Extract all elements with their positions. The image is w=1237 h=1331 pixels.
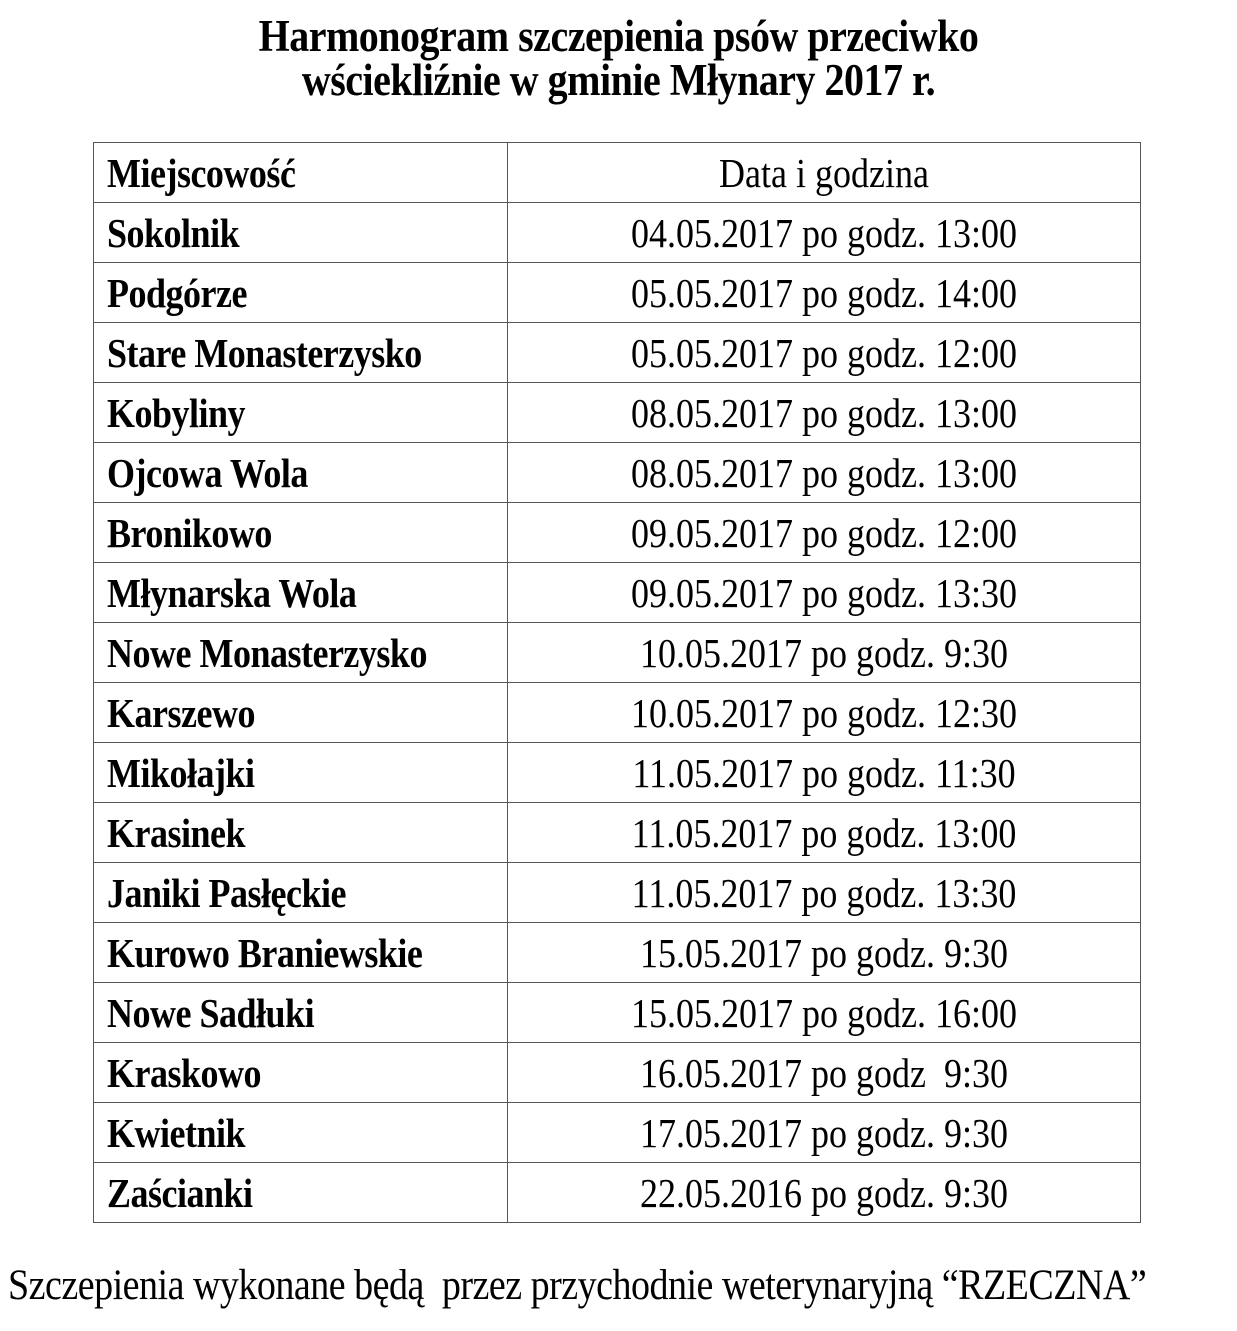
table-row bbox=[94, 383, 1141, 443]
datetime-cell: 04.05.2017 po godz. 13:00 bbox=[508, 203, 1141, 263]
table-row bbox=[94, 743, 1141, 803]
table-row bbox=[94, 863, 1141, 923]
table-row bbox=[94, 563, 1141, 623]
footer-note: Szczepienia wykonane będą przez przychodnie weterynaryjną “RZECZNA” bbox=[8, 1260, 1147, 1310]
table-row bbox=[94, 803, 1141, 863]
datetime-cell: 16.05.2017 po godz 9:30 bbox=[508, 1043, 1141, 1103]
table-header-row bbox=[94, 143, 1141, 203]
datetime-cell: 11.05.2017 po godz. 13:30 bbox=[508, 863, 1141, 923]
title-line-1: Harmonogram szczepienia psów przeciwko bbox=[258, 9, 979, 62]
place-cell: Kurowo Braniewskie bbox=[94, 923, 508, 983]
table-row bbox=[94, 443, 1141, 503]
datetime-cell: 05.05.2017 po godz. 12:00 bbox=[508, 323, 1141, 383]
place-cell: Sokolnik bbox=[94, 203, 508, 263]
datetime-cell: 15.05.2017 po godz. 16:00 bbox=[508, 983, 1141, 1043]
table-row bbox=[94, 923, 1141, 983]
column-header-place: Miejscowość bbox=[94, 143, 508, 203]
datetime-cell: 10.05.2017 po godz. 12:30 bbox=[508, 683, 1141, 743]
place-cell: Bronikowo bbox=[94, 503, 508, 563]
datetime-cell: 11.05.2017 po godz. 13:00 bbox=[508, 803, 1141, 863]
place-cell: Karszewo bbox=[94, 683, 508, 743]
table-row bbox=[94, 1043, 1141, 1103]
table-row bbox=[94, 1103, 1141, 1163]
table-row bbox=[94, 683, 1141, 743]
datetime-cell: 08.05.2017 po godz. 13:00 bbox=[508, 443, 1141, 503]
datetime-cell: 05.05.2017 po godz. 14:00 bbox=[508, 263, 1141, 323]
place-cell: Młynarska Wola bbox=[94, 563, 508, 623]
place-cell: Kwietnik bbox=[94, 1103, 508, 1163]
table-row bbox=[94, 263, 1141, 323]
datetime-cell: 10.05.2017 po godz. 9:30 bbox=[508, 623, 1141, 683]
datetime-cell: 17.05.2017 po godz. 9:30 bbox=[508, 1103, 1141, 1163]
datetime-cell: 09.05.2017 po godz. 12:00 bbox=[508, 503, 1141, 563]
vaccination-schedule-table bbox=[93, 142, 1141, 1223]
place-cell: Ojcowa Wola bbox=[94, 443, 508, 503]
title-line-2: wściekliźnie w gminie Młynary 2017 r. bbox=[301, 53, 936, 106]
place-cell: Kraskowo bbox=[94, 1043, 508, 1103]
document-title bbox=[0, 9, 1237, 106]
datetime-cell: 15.05.2017 po godz. 9:30 bbox=[508, 923, 1141, 983]
table-row bbox=[94, 503, 1141, 563]
place-cell: Kobyliny bbox=[94, 383, 508, 443]
place-cell: Nowe Monasterzysko bbox=[94, 623, 508, 683]
table-row bbox=[94, 203, 1141, 263]
datetime-cell: 09.05.2017 po godz. 13:30 bbox=[508, 563, 1141, 623]
document-page bbox=[0, 9, 1237, 1331]
column-header-datetime: Data i godzina bbox=[508, 143, 1141, 203]
table-row bbox=[94, 323, 1141, 383]
datetime-cell: 11.05.2017 po godz. 11:30 bbox=[508, 743, 1141, 803]
place-cell: Mikołajki bbox=[94, 743, 508, 803]
datetime-cell: 22.05.2016 po godz. 9:30 bbox=[508, 1163, 1141, 1223]
table-body bbox=[94, 203, 1141, 1223]
place-cell: Stare Monasterzysko bbox=[94, 323, 508, 383]
table-row bbox=[94, 623, 1141, 683]
table-row bbox=[94, 1163, 1141, 1223]
place-cell: Zaścianki bbox=[94, 1163, 508, 1223]
place-cell: Janiki Pasłęckie bbox=[94, 863, 508, 923]
table-row bbox=[94, 983, 1141, 1043]
place-cell: Nowe Sadłuki bbox=[94, 983, 508, 1043]
place-cell: Krasinek bbox=[94, 803, 508, 863]
datetime-cell: 08.05.2017 po godz. 13:00 bbox=[508, 383, 1141, 443]
place-cell: Podgórze bbox=[94, 263, 508, 323]
